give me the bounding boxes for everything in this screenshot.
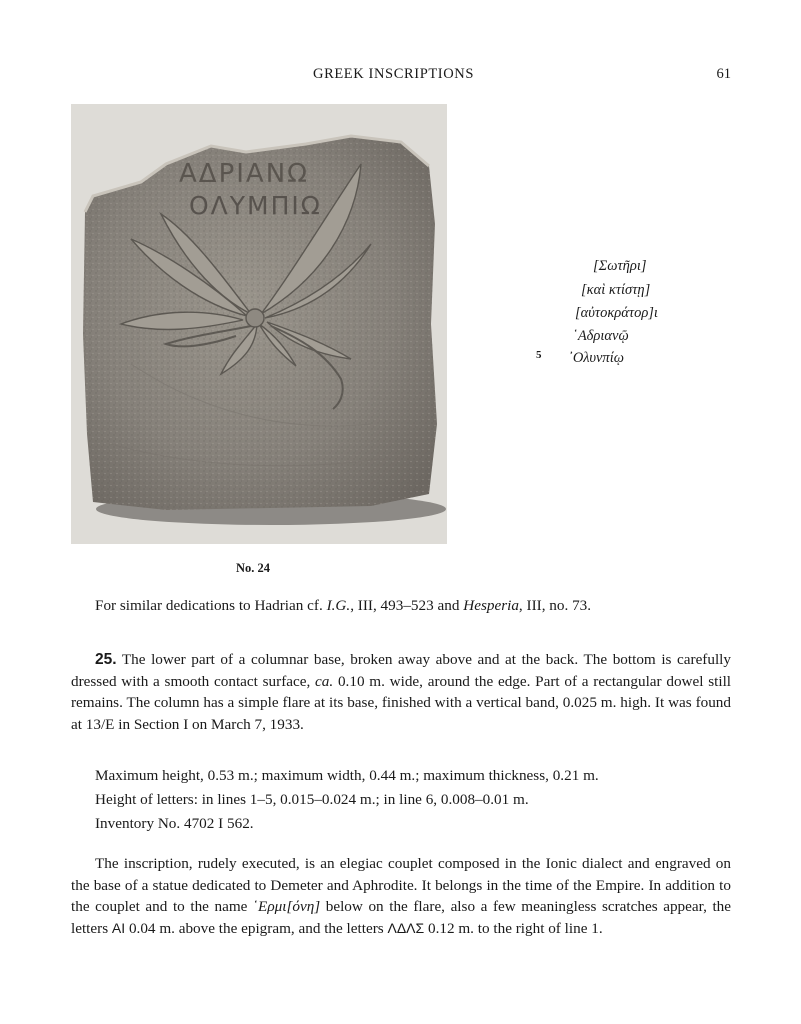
entry-text-b: 0.10 m. wide, around the edge. Part of a rectangular dowel still remains. The column has a simple flare at its base, finished with a vertical band, 0.025 m. high. It was found at 13/E in Section Ι on March 7, 1933. — [71, 672, 732, 733]
stone-relief-image — [71, 104, 447, 544]
greek-line-5: ᾿Ολυνπίῳ — [568, 350, 624, 366]
greek-line-1: [Σωτῆρι] — [593, 258, 647, 274]
entry-number: 25. — [95, 651, 117, 668]
greek-line-number: 5 — [536, 349, 542, 361]
inscription-name: ῾Ερμι[όνη] — [252, 898, 321, 915]
running-head — [0, 66, 801, 86]
figure-caption: No. 24 — [236, 561, 271, 575]
greek-line-4: ῾Αδριανῷ — [573, 328, 629, 344]
measurement-inventory: Inventory No. 4702 I 562. — [95, 815, 254, 832]
measurement-dimensions: Maximum height, 0.53 m.; maximum width, 0.44 m.; maximum thickness, 0.21 m. — [95, 767, 599, 784]
similar-ig-ref: , III, 493–523 and — [350, 597, 460, 614]
inscription-text-c: 0.04 m. above the epigram, and the letters — [128, 919, 384, 937]
similar-hesperia-ref: , III, no. 73. — [518, 597, 592, 614]
greek-line-2: [καὶ κτίστῃ] — [581, 282, 651, 298]
entry-ca: ca. — [315, 672, 334, 690]
similar-dedications-paragraph — [95, 595, 735, 617]
inscription-letters-adac: ΛΔΛΣ — [387, 919, 425, 936]
measurement-letter-height: Height of letters: in lines 1–5, 0.015–0.024 m.; in line 6, 0.008–0.01 m. — [95, 791, 529, 808]
similar-hesperia: Hesperia — [463, 597, 519, 614]
similar-ig: I.G. — [326, 597, 351, 614]
similar-prefix: For similar dedications to Hadrian cf. — [95, 597, 323, 614]
inscription-letters-ai: ΑΙ — [111, 919, 126, 936]
entry-text-a: The lower part of a columnar base, broken away above and at the back. The bottom is carefully dressed with a smooth contact surface, — [71, 651, 731, 690]
inscription-paragraph — [71, 853, 731, 939]
stone-inscription-line-2: ΟΛΥΜΠΙΩ — [189, 191, 322, 220]
inscription-text-d: 0.12 m. to the right of line 1. — [427, 919, 603, 937]
stone-photograph — [71, 104, 447, 544]
page-number: 61 — [716, 66, 731, 82]
stone-inscription-line-1: ΑΔΡΙΑΝΩ — [179, 159, 310, 189]
inscription-text-a: The inscription, rudely executed, is an elegiac couplet composed in the Ionic dialect and engraved on the base of a statue dedicated to Demeter and Aphrodite. It belongs in the time of the Empire. In addition to the couplet and to the name — [71, 855, 731, 915]
inscription-text-b: below on the flare, also a few meaningless scratches appear, the letters — [71, 898, 732, 937]
greek-line-3: [αὐτοκράτορ]ι — [575, 305, 658, 321]
entry-25-paragraph — [71, 649, 731, 735]
running-title: GREEK INSCRIPTIONS — [313, 66, 475, 82]
